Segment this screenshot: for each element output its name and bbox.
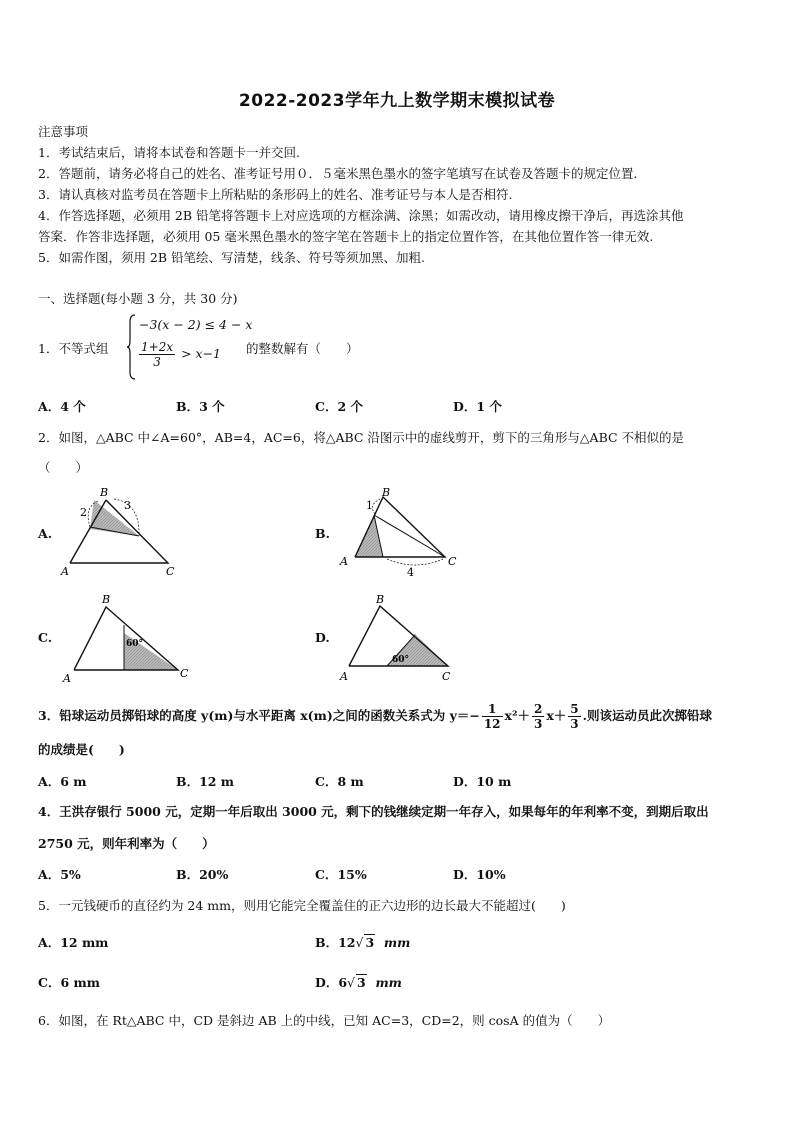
fig-a-vertex-b: B: [100, 486, 109, 499]
q5-option-d-unit: mm: [375, 975, 402, 990]
q1-frac-num: 1+2x: [141, 340, 174, 354]
q3-frac1-num: 1: [482, 702, 503, 717]
fig-b-len-4: 4: [407, 566, 414, 579]
fig-c-vertex-c: C: [180, 667, 189, 680]
q5-option-d-coef: D．6: [315, 975, 348, 990]
q2-option-c-label[interactable]: C.: [38, 630, 53, 645]
fig-d-angle: 60°: [392, 655, 410, 665]
q6-stem: 6．如图，在 Rt△ABC 中，CD 是斜边 AB 上的中线，已知 AC=3，CD=2，则 cosA 的值为（ ）: [38, 1013, 611, 1028]
page-title: 2022-2023学年九上数学期末模拟试卷: [238, 91, 556, 111]
q3-option-d[interactable]: D．10 m: [453, 774, 512, 789]
q1-inequality-1: −3(x − 2) ≤ 4 − x: [139, 317, 253, 332]
notice-item-3: 3．请认真核对监考员在答题卡上所粘贴的条形码上的姓名、准考证号与本人是否相符.: [38, 187, 513, 202]
q5-option-b-radicand: 3: [365, 935, 375, 950]
q4-option-b[interactable]: B．20%: [176, 867, 229, 882]
q3-option-c[interactable]: C．8 m: [315, 774, 364, 789]
q2-figure-c: [58, 592, 198, 687]
q1-inequality-2: [137, 340, 221, 369]
q3-stem-line-1: [38, 702, 712, 731]
fig-a-len-3: 3: [124, 499, 131, 512]
notice-item-2: 2．答题前，请务必将自己的姓名、准考证号用０．５毫米黑色墨水的签字笔填写在试卷及答题卡的规定位置.: [38, 166, 638, 181]
q2-option-d-label[interactable]: D.: [315, 630, 330, 645]
q5-option-d[interactable]: D．6√ 3 mm: [315, 975, 402, 990]
q4-stem-line-1: 4．王洪存银行 5000 元，定期一年后取出 3000 元，剩下的钱继续定期一年存入，如果每年的年利率不变，到期后取出: [38, 804, 709, 819]
q3-option-b[interactable]: B．12 m: [176, 774, 235, 789]
q1-option-c[interactable]: C．2 个: [315, 399, 363, 414]
notice-item-4: 4．作答选择题，必须用 2B 铅笔将答题卡上对应选项的方框涂满、涂黑；如需改动，请用橡皮擦干净后，再选涂其他: [38, 208, 684, 223]
q1-ineq2-rest: > x−1: [181, 346, 222, 361]
fig-b-vertex-a: A: [340, 555, 348, 568]
fig-b-len-1: 1: [366, 499, 373, 512]
q2-option-a-label[interactable]: A.: [38, 526, 53, 541]
q4-option-a[interactable]: A．5%: [38, 867, 81, 882]
q5-option-c[interactable]: C．6 mm: [38, 975, 100, 990]
fig-d-vertex-c: C: [442, 670, 451, 683]
q5-option-b-unit: mm: [383, 935, 411, 950]
q3-frac3-den: 3: [570, 717, 579, 731]
q2-paren: （ ）: [38, 460, 89, 475]
q4-option-c[interactable]: C．15%: [315, 867, 367, 882]
fig-a-vertex-a: A: [61, 565, 69, 578]
q4-option-d[interactable]: D．10%: [453, 867, 506, 882]
notice-item-5: 5．如需作图，须用 2B 铅笔绘、写清楚，线条、符号等须加黑、加粗.: [38, 250, 426, 265]
q3-mid1: x²＋: [504, 708, 530, 723]
q3-stem-a: 3．铅球运动员掷铅球的高度 y(m)与水平距离 x(m)之间的函数关系式为 y＝−: [38, 708, 480, 723]
q3-frac2-den: 3: [533, 717, 543, 731]
q5-option-a[interactable]: A．12 mm: [38, 935, 109, 950]
q2-figure-a: [58, 485, 188, 580]
fig-d-vertex-a: A: [340, 670, 348, 683]
q5-option-d-radicand: 3: [357, 975, 366, 990]
q3-frac3-num: 5: [570, 702, 579, 716]
q1-suffix: 的整数解有（ ）: [246, 341, 359, 356]
q5-option-b[interactable]: B．12√ 3 mm: [315, 935, 411, 950]
fig-b-vertex-b: B: [382, 486, 391, 499]
q3-frac2-num: 2: [533, 702, 543, 716]
q1-option-b[interactable]: B．3 个: [176, 399, 225, 414]
section-heading: 一、选择题(每小题 3 分，共 30 分): [38, 291, 238, 306]
q3-mid2: x＋: [546, 708, 567, 723]
fig-b-vertex-c: C: [448, 555, 457, 568]
fig-c-vertex-b: B: [102, 593, 111, 606]
q2-stem: 2．如图，△ABC 中∠A=60°，AB=4，AC=6，将△ABC 沿图示中的虚线剪开，剪下的三角形与△ABC 不相似的是: [38, 430, 685, 445]
q3-stem-c: 的成绩是( ): [38, 742, 125, 757]
q5-option-b-coef: B．12: [315, 935, 356, 950]
q4-stem-line-2: 2750 元，则年利率为（ ）: [38, 836, 215, 851]
notice-heading: 注意事项: [38, 124, 89, 139]
q3-option-a[interactable]: A．6 m: [38, 774, 87, 789]
q2-option-b-label[interactable]: B.: [315, 526, 330, 541]
fig-c-vertex-a: A: [63, 672, 71, 685]
q2-figure-d: [335, 592, 465, 687]
fig-a-vertex-c: C: [166, 565, 175, 578]
notice-item-4-cont: 答案．作答非选择题，必须用 05 毫米黑色墨水的签字笔在答题卡上的指定位置作答，在其他位置作答一律无效.: [38, 229, 654, 244]
notice-item-1: 1．考试结束后，请将本试卷和答题卡一并交回.: [38, 145, 300, 160]
q1-brace: [127, 314, 137, 380]
q2-figure-b: [335, 485, 465, 580]
q3-stem-b: .则该运动员此次掷铅球: [582, 708, 712, 723]
q5-stem: 5．一元钱硬币的直径约为 24 mm，则用它能完全覆盖住的正六边形的边长最大不能超过( ): [38, 898, 566, 913]
fig-d-vertex-b: B: [376, 593, 385, 606]
q3-frac1-den: 12: [483, 717, 501, 731]
q1-frac-den: 3: [153, 355, 161, 369]
fig-c-angle: 60°: [126, 639, 144, 649]
q1-option-d[interactable]: D．1 个: [453, 399, 502, 414]
q1-prefix: 1．不等式组: [38, 341, 109, 356]
fig-a-len-2: 2: [80, 506, 87, 519]
q1-option-a[interactable]: A．4 个: [38, 399, 86, 414]
